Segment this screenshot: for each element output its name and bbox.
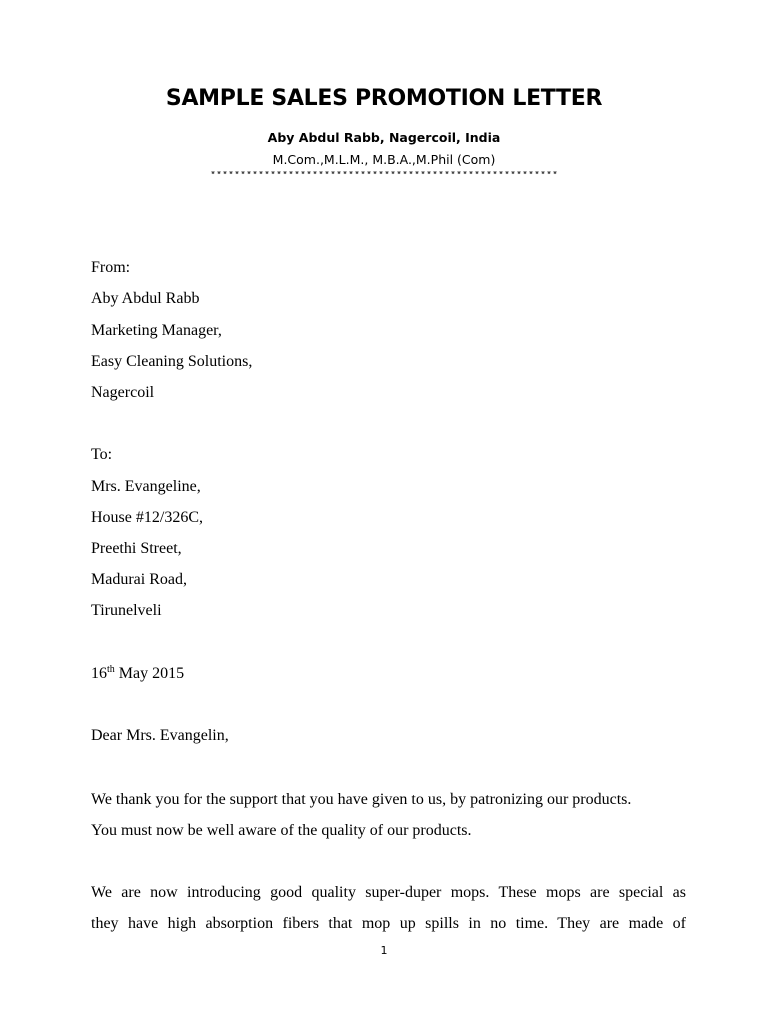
- date-suffix: th: [107, 664, 115, 675]
- letter-date: [91, 665, 184, 683]
- to-line: House #12/326C,: [91, 509, 203, 526]
- paragraph-line: We are now introducing good quality super-duper mops. These mops are special as: [91, 884, 686, 901]
- to-line: Madurai Road,: [91, 571, 187, 588]
- paragraph-line: We thank you for the support that you have given to us, by patronizing our products.: [91, 791, 632, 808]
- from-line: Easy Cleaning Solutions,: [91, 353, 253, 370]
- document-title: SAMPLE SALES PROMOTION LETTER: [165, 86, 603, 111]
- body-paragraph: [91, 784, 686, 846]
- separator-line: **********************************************************: [209, 171, 559, 182]
- body-paragraph: [91, 877, 686, 939]
- page-number: 1: [380, 944, 388, 957]
- paragraph-line: You must now be well aware of the quality of our products.: [91, 822, 472, 839]
- from-line: Marketing Manager,: [91, 322, 222, 339]
- from-line: Aby Abdul Rabb: [91, 290, 200, 307]
- to-line: Mrs. Evangeline,: [91, 478, 201, 495]
- from-label: From:: [91, 259, 131, 276]
- date-rest: May 2015: [114, 665, 185, 682]
- to-label: To:: [91, 446, 113, 463]
- date-day: 16: [91, 665, 107, 682]
- salutation: Dear Mrs. Evangelin,: [91, 727, 229, 744]
- paragraph-line: they have high absorption fibers that mop up spills in no time. They are made of: [91, 915, 686, 932]
- qualifications-line: M.Com.,M.L.M., M.B.A.,M.Phil (Com): [272, 152, 496, 167]
- author-line: Aby Abdul Rabb, Nagercoil, India: [267, 130, 501, 145]
- from-line: Nagercoil: [91, 384, 155, 401]
- to-line: Tirunelveli: [91, 602, 162, 619]
- to-line: Preethi Street,: [91, 540, 182, 557]
